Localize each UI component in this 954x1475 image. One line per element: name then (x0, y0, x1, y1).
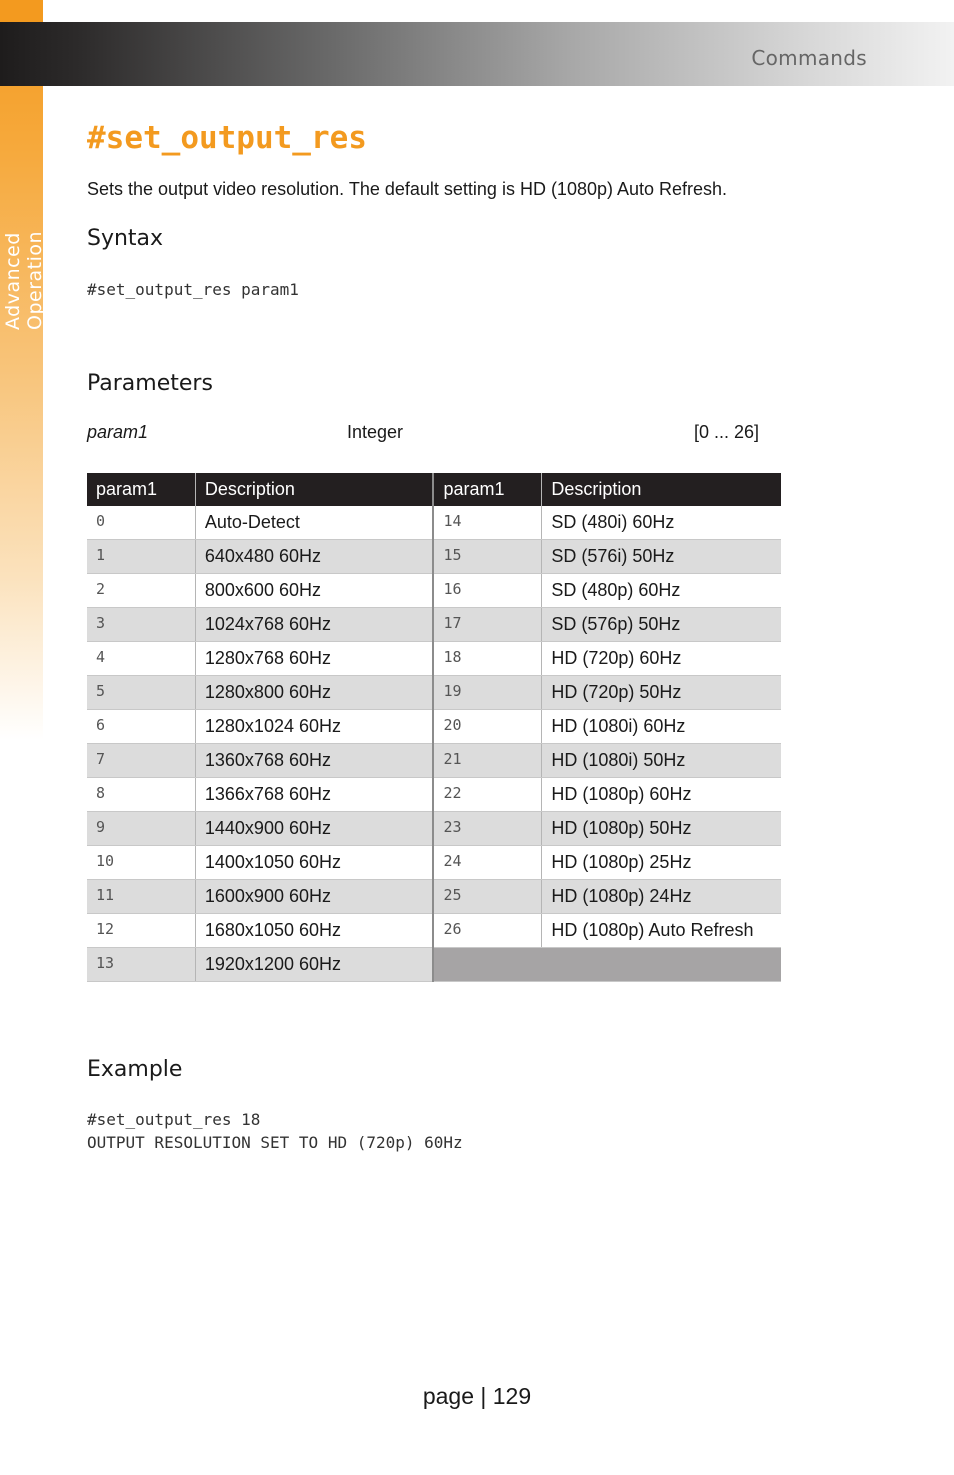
param-value-cell: 5 (87, 676, 195, 710)
table-row (87, 880, 781, 914)
description-cell: 1024x768 60Hz (195, 608, 433, 642)
table-row (87, 914, 781, 948)
description-cell: HD (1080p) Auto Refresh (542, 914, 781, 948)
header-section-label: Commands (751, 46, 867, 70)
table-header-cell: param1 (433, 473, 541, 506)
example-command: #set_output_res 18 (87, 1110, 261, 1129)
param-value-cell: 20 (433, 710, 541, 744)
description-cell: SD (576p) 50Hz (542, 608, 781, 642)
description-cell: 1680x1050 60Hz (195, 914, 433, 948)
empty-cell (433, 948, 781, 982)
description-cell: HD (1080i) 60Hz (542, 710, 781, 744)
description-cell: HD (720p) 50Hz (542, 676, 781, 710)
table-header-cell: Description (542, 473, 781, 506)
description-cell: 1280x768 60Hz (195, 642, 433, 676)
param-value-cell: 25 (433, 880, 541, 914)
description-cell: 1280x800 60Hz (195, 676, 433, 710)
table-row (87, 506, 781, 540)
description-cell: 1920x1200 60Hz (195, 948, 433, 982)
param-name: param1 (87, 422, 149, 442)
description-cell: HD (1080i) 50Hz (542, 744, 781, 778)
param-value-cell: 14 (433, 506, 541, 540)
example-heading: Example (87, 1057, 183, 1082)
side-tab (0, 0, 46, 740)
param-value-cell: 2 (87, 574, 195, 608)
table-header-row (87, 473, 781, 506)
param-value-cell: 13 (87, 948, 195, 982)
param-value-cell: 15 (433, 540, 541, 574)
param-value-cell: 11 (87, 880, 195, 914)
side-tab-top (0, 0, 43, 22)
param-value-cell: 1 (87, 540, 195, 574)
table-row (87, 812, 781, 846)
page-number: page | 129 (422, 1383, 532, 1409)
param-value-cell: 18 (433, 642, 541, 676)
param-value-cell: 21 (433, 744, 541, 778)
description-cell: 640x480 60Hz (195, 540, 433, 574)
description-cell: HD (1080p) 50Hz (542, 812, 781, 846)
resolution-table (87, 473, 781, 982)
table-row (87, 778, 781, 812)
table-row (87, 948, 781, 982)
description-cell: 1280x1024 60Hz (195, 710, 433, 744)
description-cell: 1400x1050 60Hz (195, 846, 433, 880)
description-cell: 1600x900 60Hz (195, 880, 433, 914)
table-row (87, 744, 781, 778)
syntax-heading: Syntax (87, 226, 164, 251)
table-header-cell: Description (195, 473, 433, 506)
description-cell: HD (720p) 60Hz (542, 642, 781, 676)
param-value-cell: 0 (87, 506, 195, 540)
param-value-cell: 3 (87, 608, 195, 642)
table-row (87, 676, 781, 710)
description-cell: 1440x900 60Hz (195, 812, 433, 846)
param-value-cell: 9 (87, 812, 195, 846)
description-cell: HD (1080p) 24Hz (542, 880, 781, 914)
example-code (87, 1108, 463, 1154)
param-value-cell: 10 (87, 846, 195, 880)
description-cell: 1366x768 60Hz (195, 778, 433, 812)
parameters-heading: Parameters (87, 371, 213, 396)
param-value-cell: 19 (433, 676, 541, 710)
page-title: #set_output_res (87, 120, 367, 156)
param-value-cell: 12 (87, 914, 195, 948)
param-value-cell: 24 (433, 846, 541, 880)
intro-text: Sets the output video resolution. The default setting is HD (1080p) Auto Refresh. (87, 179, 728, 199)
table-row (87, 608, 781, 642)
description-cell: 800x600 60Hz (195, 574, 433, 608)
side-section-label: Advanced Operation (2, 230, 46, 330)
param-value-cell: 7 (87, 744, 195, 778)
description-cell: HD (1080p) 25Hz (542, 846, 781, 880)
description-cell: HD (1080p) 60Hz (542, 778, 781, 812)
description-cell: Auto-Detect (195, 506, 433, 540)
table-body (87, 506, 781, 982)
description-cell: 1360x768 60Hz (195, 744, 433, 778)
param-value-cell: 16 (433, 574, 541, 608)
table-row (87, 710, 781, 744)
param-value-cell: 17 (433, 608, 541, 642)
table-row (87, 540, 781, 574)
param-type: Integer (347, 422, 404, 442)
table-row (87, 642, 781, 676)
table-row (87, 846, 781, 880)
param-value-cell: 26 (433, 914, 541, 948)
table-row (87, 574, 781, 608)
param-value-cell: 4 (87, 642, 195, 676)
param-value-cell: 22 (433, 778, 541, 812)
example-response: OUTPUT RESOLUTION SET TO HD (720p) 60Hz (87, 1133, 463, 1152)
description-cell: SD (480p) 60Hz (542, 574, 781, 608)
description-cell: SD (480i) 60Hz (542, 506, 781, 540)
param-value-cell: 8 (87, 778, 195, 812)
description-cell: SD (576i) 50Hz (542, 540, 781, 574)
param-range: [0 ... 26] (694, 422, 760, 442)
table-header-cell: param1 (87, 473, 195, 506)
param-value-cell: 23 (433, 812, 541, 846)
param-value-cell: 6 (87, 710, 195, 744)
syntax-code: #set_output_res param1 (87, 280, 299, 299)
